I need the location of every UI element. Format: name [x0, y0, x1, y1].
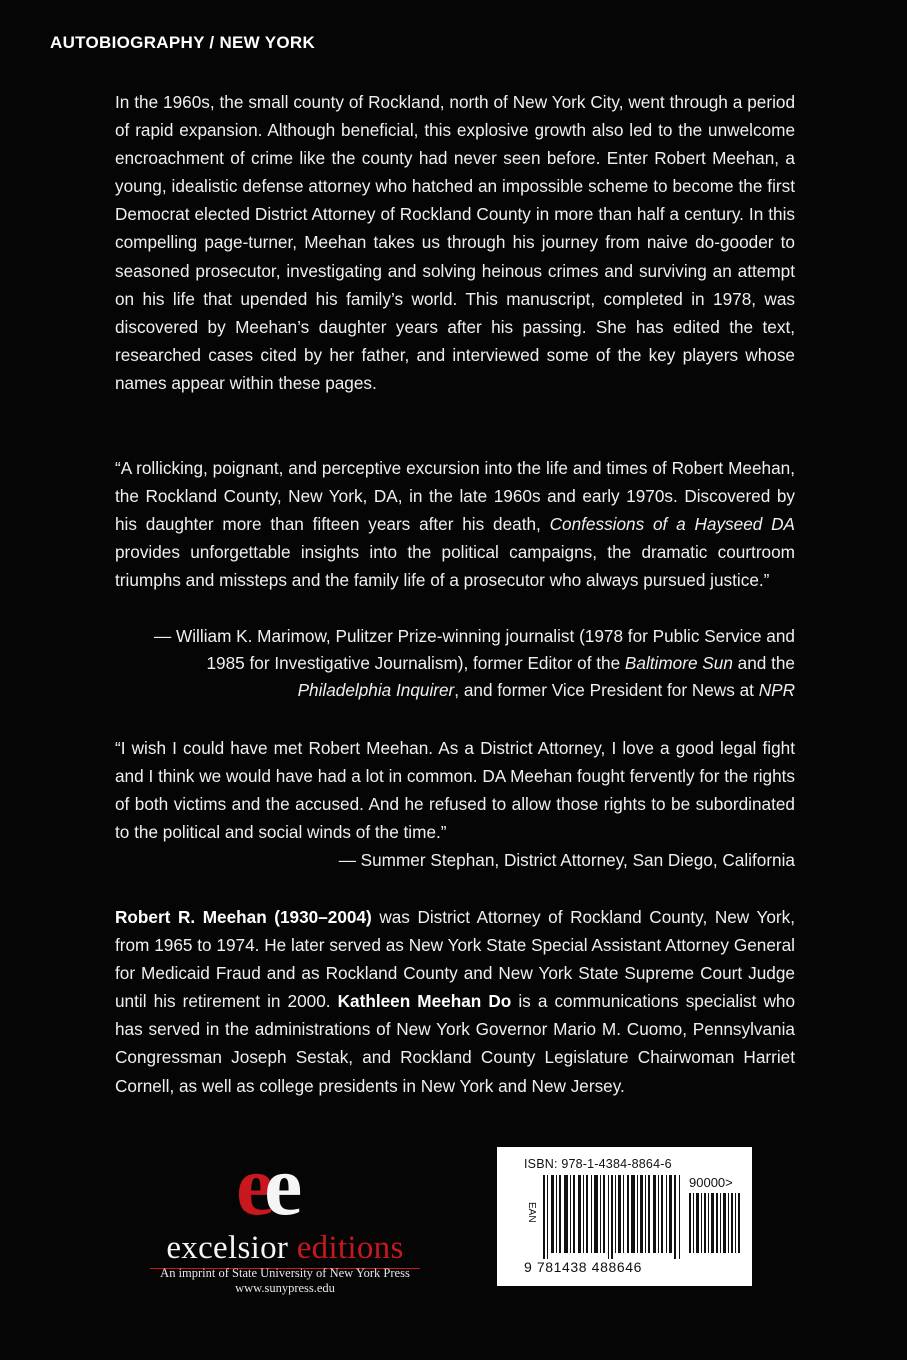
endorsement-attribution-2: — Summer Stephan, District Attorney, San Diego, California [338, 850, 795, 870]
price-barcode-icon [689, 1193, 741, 1253]
isbn-barcode [497, 1147, 752, 1286]
quote-text: provides unforgettable insights into the political campaigns, the dramatic courtroom triumphs and missteps and the family life of a prosecutor who always pursued justice.” [115, 542, 795, 591]
author-name: Robert R. Meehan (1930–2004) [115, 907, 372, 927]
ean-label: EAN [526, 1202, 537, 1223]
publisher-name: excelsior editions [166, 1230, 404, 1266]
barcode-icon [543, 1175, 683, 1259]
ee-logo-icon [140, 1137, 430, 1233]
author-bio: Robert R. Meehan (1930–2004) was District Attorney of Rockland County, New York, from 1965 to 1974. He later served as New York State Special Assistant Attorney General for Medicaid Fraud and as Rockland County and New York State Supreme Court Judge until his retirement in 2000. Kathleen Meehan Do is a communications specialist who has served in the administrations of New York Governor Mario M. Cuomo, Pennsylvania Congressman Joseph Sestak, and Rockland County Legislature Chairwoman Harriet Cornell, as well as college presidents in New York and New Jersey. [115, 907, 795, 1096]
price-code: 90000> [689, 1175, 733, 1190]
publisher-website: www.sunypress.edu [235, 1281, 335, 1295]
book-title: Confessions of a Hayseed DA [549, 514, 795, 535]
isbn-label: ISBN: 978-1-4384-8864-6 [524, 1157, 672, 1171]
logo-mark-letters: ee [236, 1137, 303, 1233]
endorsement-attribution-1: — William K. Marimow, Pulitzer Prize-winning journalist (1978 for Public Service and 1985 for Investigative Journalism), former Editor of the Baltimore Sun and the Philadelphia Inquirer, and former Vice President for News at NPR [154, 626, 795, 700]
editor-name: Kathleen Meehan Do [337, 991, 512, 1012]
book-description: In the 1960s, the small county of Rockland, north of New York City, went through a period of rapid expansion. Although beneficial, this explosive growth also led to the unwelcome encroachment of crime like the county had never seen before. Enter Robert Meehan, a young, idealistic defense attorney who hatched an impossible scheme to become the first Democrat elected District Attorney of Rockland County in more than half a century. In this compelling page-turner, Meehan takes us through his journey from naive do-gooder to seasoned prosecutor, investigating and solving heinous crimes and surviving an attempt on his life that upended his family’s world. This manuscript, completed in 1978, was discovered by Meehan’s daughter years after his passing. She has edited the text, researched cases cited by her father, and interviewed some of the key players whose names appear within these pages. [115, 92, 795, 393]
barcode-digits: 9 781438 488646 [524, 1259, 642, 1275]
endorsement-quote-2: “I wish I could have met Robert Meehan. As a District Attorney, I love a good legal fight and I think we would have had a lot in common. DA Meehan fought fervently for the rights of both victims and the accused. And he refused to allow those rights to be subordinated to the political and social winds of the time.” [115, 738, 795, 843]
endorsement-quote-1 [115, 454, 795, 594]
category-label: AUTOBIOGRAPHY / NEW YORK [50, 33, 316, 52]
quote-text: “A rollicking, poignant, and perceptive excursion into the life and times of Robert Meehan, the Rockland County, New York, DA, in the late 1960s and early 1970s. Discovered by his daughter more than fifteen years after his death, [115, 458, 795, 535]
publisher-imprint: An imprint of State University of New York Press www.sunypress.edu [140, 1266, 430, 1296]
publisher-logo [140, 1137, 430, 1269]
